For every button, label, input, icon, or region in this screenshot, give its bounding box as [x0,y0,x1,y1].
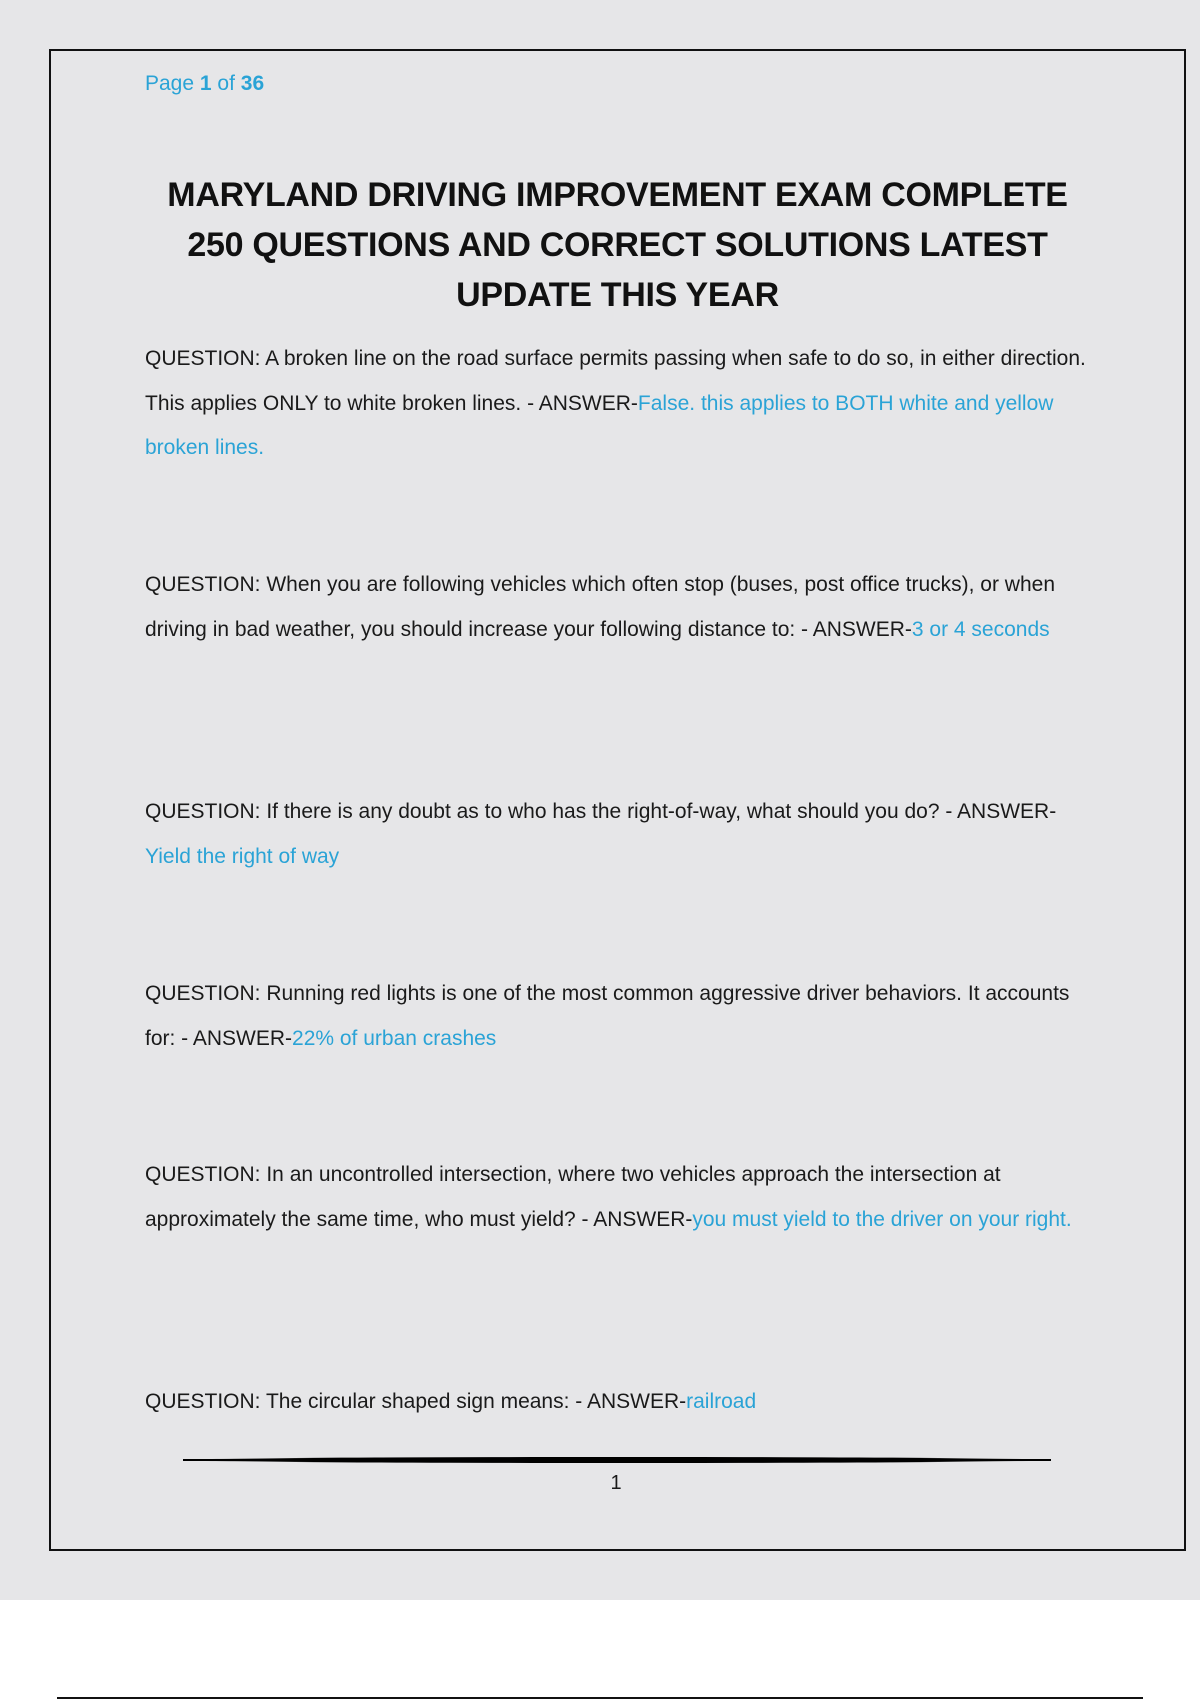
page-counter [145,72,264,96]
next-page-top-rule [57,1697,1143,1699]
current-page-number: 1 [199,72,212,95]
qa-item-3 [145,790,1090,879]
qa-item-4 [145,972,1090,1061]
answer-text: 3 or 4 seconds [911,617,1050,641]
qa-item-1 [145,337,1090,471]
total-pages-number: 36 [240,72,265,95]
qa-item-2 [145,563,1090,652]
answer-text: Yield the right of way [145,844,340,868]
question-text: QUESTION: If there is any doubt as to who has the right-of-way, what should you do? - ANSWER- [145,800,1057,823]
footer-rule-line [183,1459,1051,1461]
question-text: QUESTION: When you are following vehicles which often stop (buses, post office trucks), or when driving in bad weather, you should increase your following distance to: - ANSWER- [145,573,1056,641]
question-text: QUESTION: Running red lights is one of the most common aggressive driver behaviors. It accounts for: - ANSWER- [145,982,1070,1050]
of-word: of [217,72,235,95]
question-text: QUESTION: In an uncontrolled intersection, where two vehicles approach the intersection at approximately the same time, who must yield? - ANSWER- [145,1163,1001,1231]
document-title: MARYLAND DRIVING IMPROVEMENT EXAM COMPLETE 250 QUESTIONS AND CORRECT SOLUTIONS LATEST UPDATE THIS YEAR [167,176,1068,314]
answer-text: you must yield to the driver on your right. [692,1207,1072,1231]
answer-text: False. this applies to BOTH white and yellow broken lines. [145,391,1054,459]
qa-item-6 [145,1380,1090,1425]
page-word: Page [145,72,195,95]
answer-text: 22% of urban crashes [292,1026,497,1050]
footer-page-number: 1 [610,1472,622,1494]
question-text: QUESTION: A broken line on the road surface permits passing when safe to do so, in either direction. This applies ONLY to white broken lines. - ANSWER- [145,347,1086,415]
question-text: QUESTION: The circular shaped sign means: - ANSWER- [145,1390,687,1413]
answer-text: railroad [686,1390,757,1413]
qa-item-5 [145,1153,1090,1242]
